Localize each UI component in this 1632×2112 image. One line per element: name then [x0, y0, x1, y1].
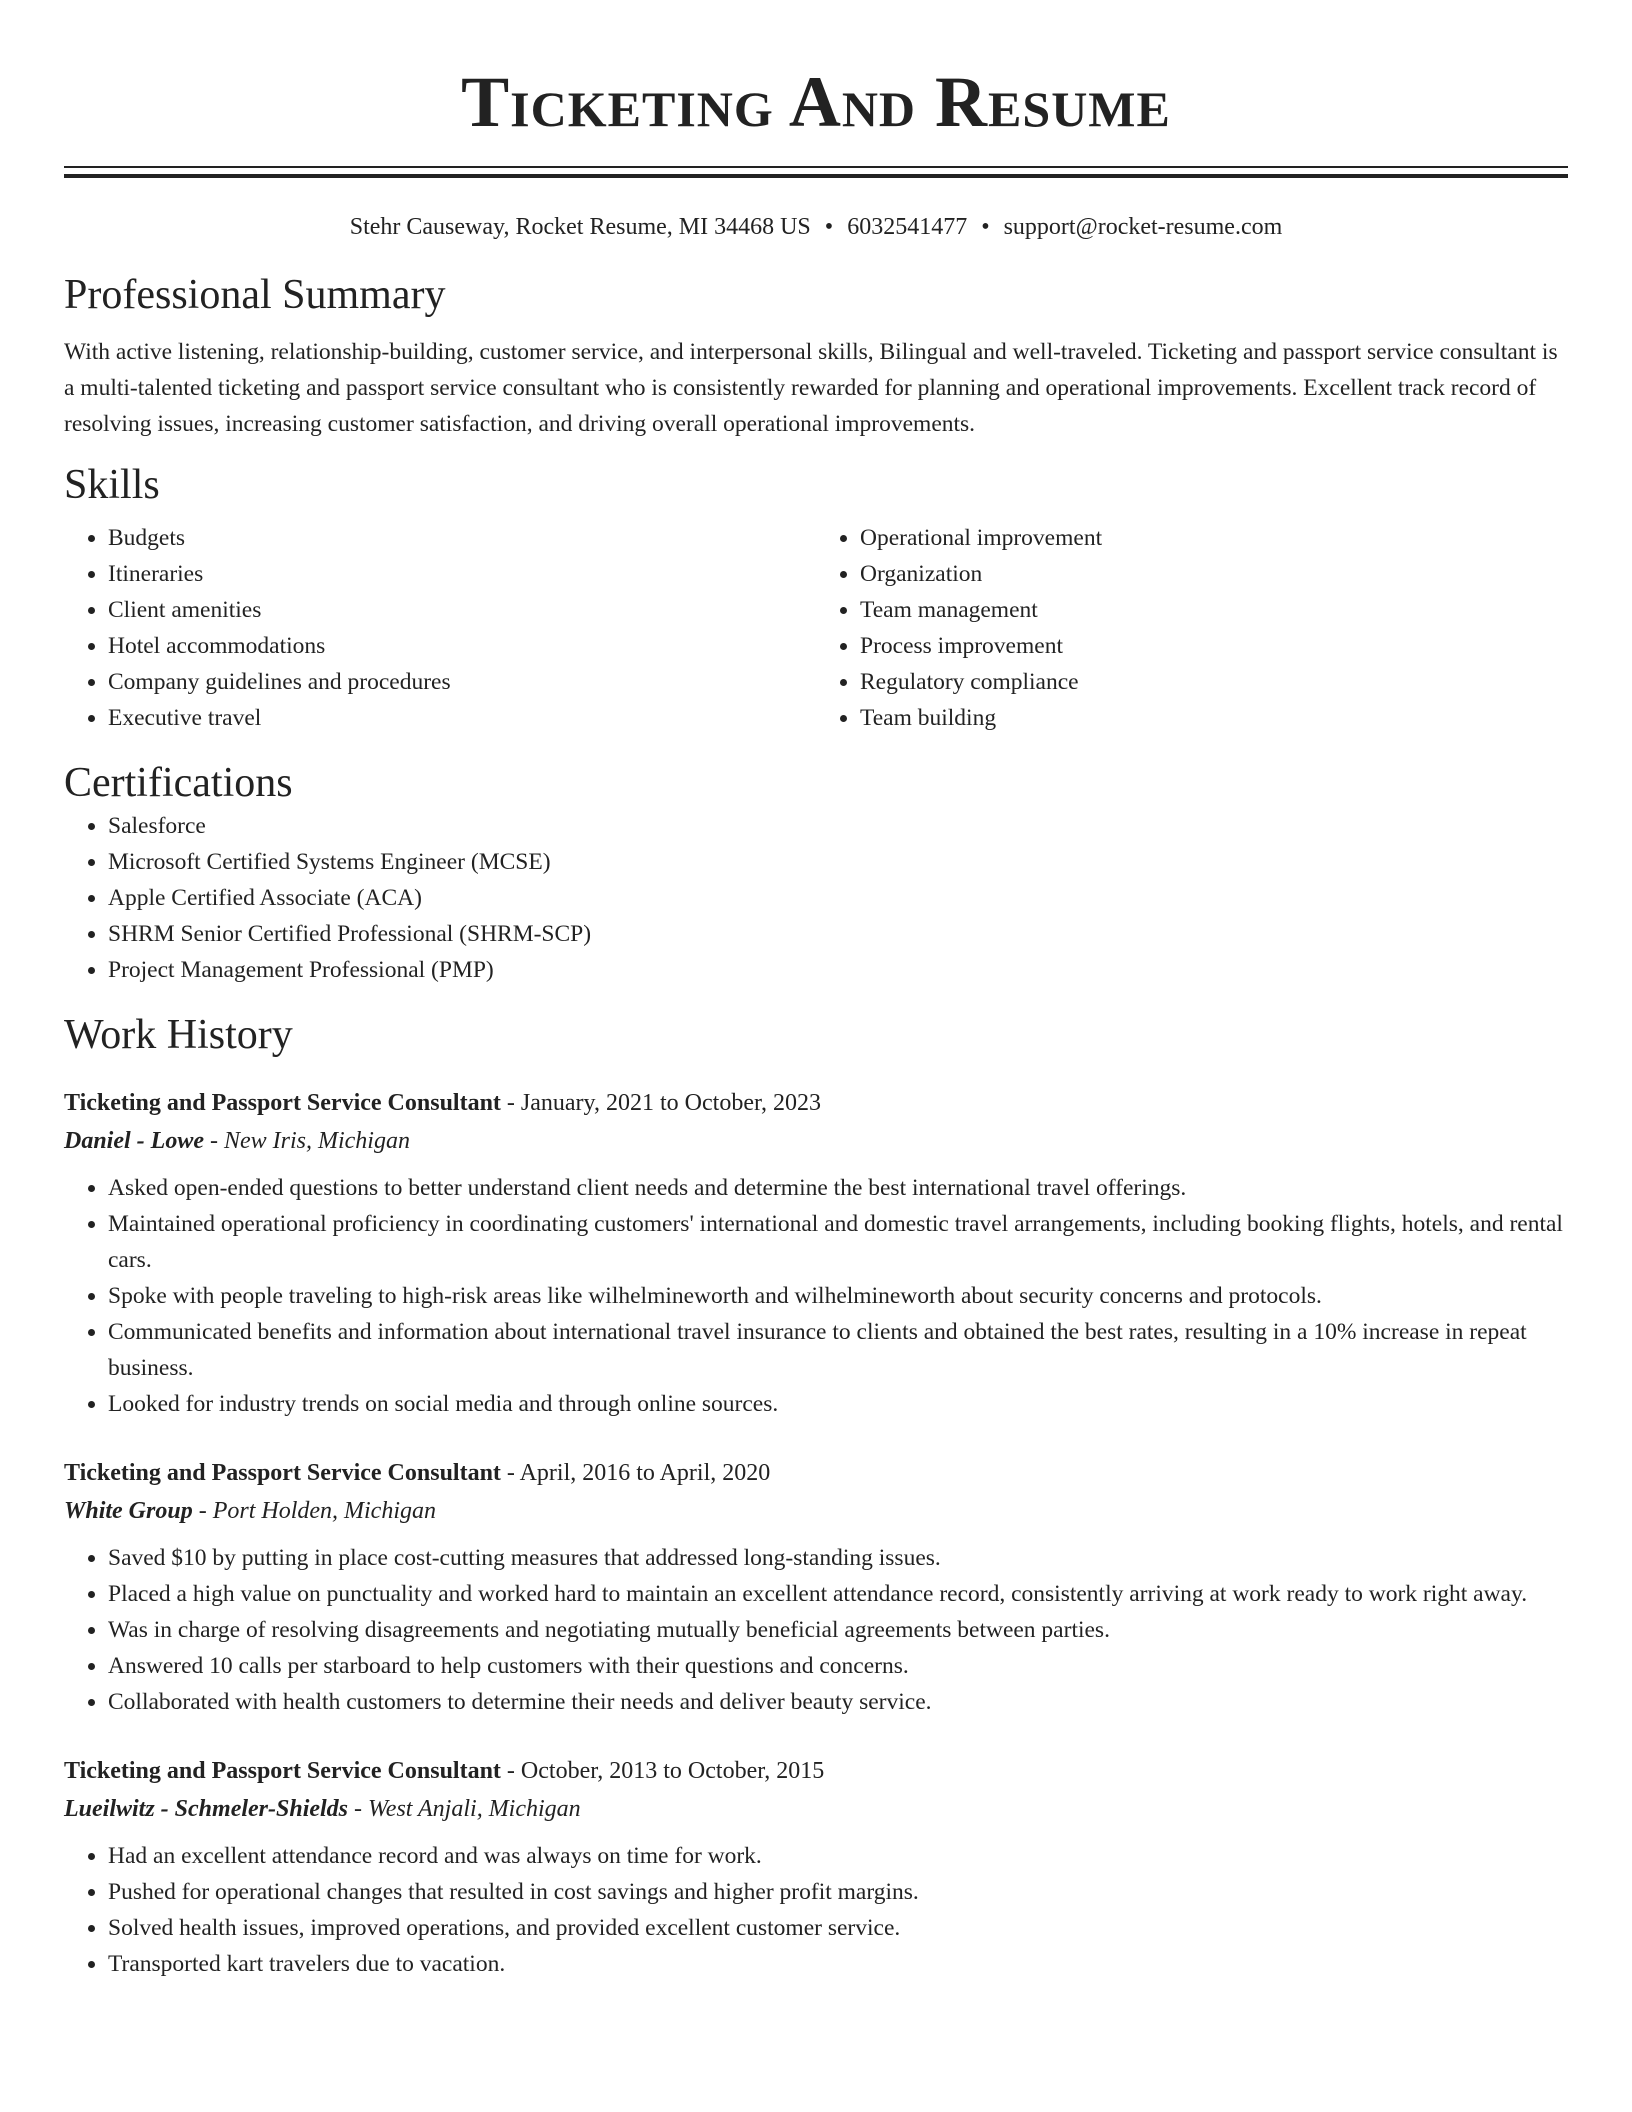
- job-bullet: • Saved $10 by putting in place cost-cutting measures that addressed long-standing issues.: [108, 1540, 1568, 1576]
- skill-item: • Process improvement: [860, 628, 1568, 664]
- header-rule-thin: [64, 166, 1568, 168]
- job-company: Lueilwitz - Schmeler-Shields: [64, 1796, 349, 1822]
- summary-text: With active listening, relationship-building, customer service, and interpersonal skills, Bilingual and well-traveled. Ticketing and passport service consultant is a multi-talented ticketing and passport service consultant who is consistently rewarded for planning and operational improvements. Excellent track record of resolving issues, increasing customer satisfaction, and driving overall operational improvements.: [64, 339, 1558, 437]
- contact-phone: 6032541477: [847, 214, 968, 240]
- job-bullets: [64, 1170, 1568, 1422]
- certification-item: • Salesforce: [108, 808, 1568, 844]
- contact-email: support@rocket-resume.com: [1003, 214, 1283, 240]
- job-title: Ticketing and Passport Service Consultant: [64, 1090, 501, 1116]
- skills-columns: [64, 520, 1568, 736]
- job-entry: [64, 1084, 1568, 1422]
- contact-separator: •: [981, 214, 990, 240]
- contact-separator: •: [824, 214, 834, 240]
- job-bullet: • Communicated benefits and information about international travel insurance to clients and obtained the best rates, resulting in a 10% increase in repeat business.: [108, 1314, 1568, 1386]
- job-bullets: [64, 1540, 1568, 1720]
- skill-item: • Team management: [860, 592, 1568, 628]
- job-title-line: [64, 1454, 1568, 1492]
- skill-item: • Budgets: [108, 520, 816, 556]
- job-location: - Port Holden, Michigan: [192, 1498, 436, 1524]
- job-title-line: [64, 1084, 1568, 1122]
- summary-heading: Professional Summary: [64, 272, 446, 318]
- resume-name: Ticketing And Resume: [461, 62, 1171, 142]
- skills-list-right: [816, 520, 1568, 736]
- job-bullet: • Had an excellent attendance record and was always on time for work.: [108, 1838, 1568, 1874]
- job-bullets: [64, 1838, 1568, 1982]
- job-bullet: • Placed a high value on punctuality and worked hard to maintain an excellent attendance record, consistently arriving at work ready to work right away.: [108, 1576, 1568, 1612]
- skill-item: • Team building: [860, 700, 1568, 736]
- job-dates: - October, 2013 to October, 2015: [500, 1758, 825, 1784]
- certification-item: • Apple Certified Associate (ACA): [108, 880, 1568, 916]
- resume-content: [64, 0, 1568, 1982]
- job-entry: [64, 1752, 1568, 1982]
- certification-item: • Project Management Professional (PMP): [108, 952, 1568, 988]
- job-bullet: • Pushed for operational changes that resulted in cost savings and higher profit margins.: [108, 1874, 1568, 1910]
- job-bullet: • Spoke with people traveling to high-risk areas like wilhelmineworth and wilhelmineworth about security concerns and protocols.: [108, 1278, 1568, 1314]
- job-dates: - January, 2021 to October, 2023: [500, 1090, 821, 1116]
- skill-item: • Itineraries: [108, 556, 816, 592]
- job-bullet: • Was in charge of resolving disagreements and negotiating mutually beneficial agreements between parties.: [108, 1612, 1568, 1648]
- skill-item: • Hotel accommodations: [108, 628, 816, 664]
- job-dates: - April, 2016 to April, 2020: [500, 1460, 771, 1486]
- job-title: Ticketing and Passport Service Consultant: [64, 1758, 501, 1784]
- job-bullet: • Transported kart travelers due to vacation.: [108, 1946, 1568, 1982]
- job-entry: [64, 1454, 1568, 1720]
- certifications-heading: Certifications: [64, 760, 293, 806]
- contact-address: Stehr Causeway, Rocket Resume, MI 34468 US: [349, 214, 811, 240]
- header-rule-thick: [64, 174, 1568, 178]
- certification-item: • SHRM Senior Certified Professional (SHRM-SCP): [108, 916, 1568, 952]
- job-title: Ticketing and Passport Service Consultant: [64, 1460, 501, 1486]
- skill-item: • Client amenities: [108, 592, 816, 628]
- job-company-line: [64, 1492, 1568, 1530]
- skill-item: • Regulatory compliance: [860, 664, 1568, 700]
- job-company-line: [64, 1122, 1568, 1160]
- skill-item: • Operational improvement: [860, 520, 1568, 556]
- job-bullet: • Asked open-ended questions to better understand client needs and determine the best international travel offerings.: [108, 1170, 1568, 1206]
- job-location: - West Anjali, Michigan: [348, 1796, 581, 1822]
- certifications-list: [64, 808, 1568, 988]
- certification-item: • Microsoft Certified Systems Engineer (MCSE): [108, 844, 1568, 880]
- job-bullet: • Maintained operational proficiency in coordinating customers' international and domestic travel arrangements, including booking flights, hotels, and rental cars.: [108, 1206, 1568, 1278]
- skill-item: • Executive travel: [108, 700, 816, 736]
- skill-item: • Company guidelines and procedures: [108, 664, 816, 700]
- job-bullet: • Solved health issues, improved operations, and provided excellent customer service.: [108, 1910, 1568, 1946]
- job-company-line: [64, 1790, 1568, 1828]
- skills-list-left: [64, 520, 816, 736]
- job-bullet: • Collaborated with health customers to determine their needs and deliver beauty service.: [108, 1684, 1568, 1720]
- job-company: White Group: [64, 1498, 193, 1524]
- skill-item: • Organization: [860, 556, 1568, 592]
- job-bullet: • Looked for industry trends on social media and through online sources.: [108, 1386, 1568, 1422]
- work-history-heading: Work History: [64, 1012, 293, 1058]
- job-title-line: [64, 1752, 1568, 1790]
- job-location: - New Iris, Michigan: [203, 1128, 410, 1154]
- contact-line: [64, 212, 1568, 242]
- job-company: Daniel - Lowe: [64, 1128, 204, 1154]
- skills-heading: Skills: [64, 462, 160, 508]
- job-bullet: • Answered 10 calls per starboard to help customers with their questions and concerns.: [108, 1648, 1568, 1684]
